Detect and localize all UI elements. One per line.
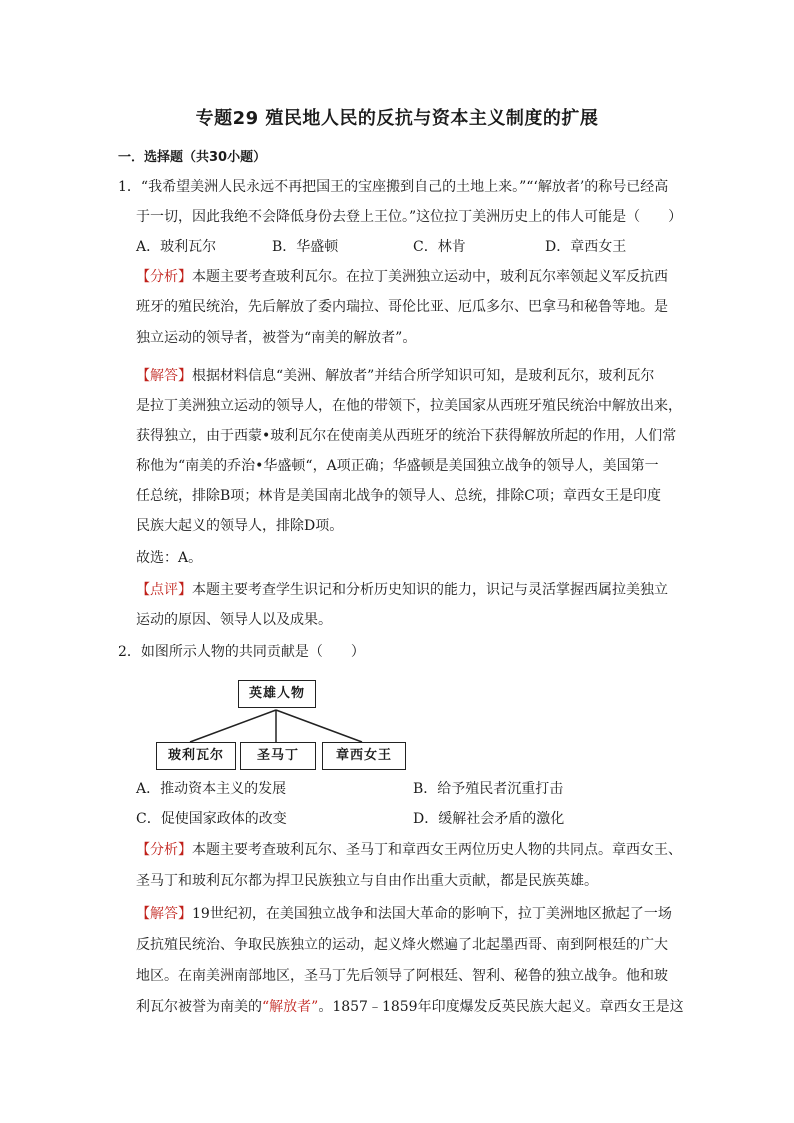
q1-stem-line-1: 1．“我希望美洲人民永远不再把国王的宝座搬到自己的土地上来。”“‘解放者’的称号已经高 bbox=[118, 179, 669, 195]
q1-option-c: C．林肯 bbox=[413, 239, 466, 255]
diagram-node-rani: 章西女王 bbox=[322, 742, 406, 770]
diagram-node-bolivar: 玻利瓦尔 bbox=[156, 742, 236, 770]
answer-tag: 【解答】 bbox=[136, 368, 192, 384]
answer-tag: 【解答】 bbox=[136, 906, 192, 922]
page-title: 专题29 殖民地人民的反抗与资本主义制度的扩展 bbox=[195, 108, 599, 129]
diagram-node-san-martin: 圣马丁 bbox=[240, 742, 316, 770]
liberator-highlight: “解放者” bbox=[262, 999, 319, 1015]
q1-review-line-2: 运动的原因、领导人以及成果。 bbox=[136, 612, 332, 628]
q1-option-d: D．章西女王 bbox=[545, 239, 627, 255]
q2-option-d: D．缓解社会矛盾的激化 bbox=[413, 811, 565, 827]
analysis-tag: 【分析】 bbox=[136, 842, 192, 858]
q2-answer-line-4: 利瓦尔被誉为南美的“解放者”。1857﹣1859年印度爆发反英民族大起义。章西女王是这 bbox=[136, 999, 684, 1015]
section-heading: 一．选择题（共30小题） bbox=[118, 150, 267, 165]
q1-answer-line-5: 任总统，排除B项；林肯是美国南北战争的领导人、总统，排除C项；章西女王是印度 bbox=[136, 488, 661, 504]
q2-answer-line-3: 地区。在南美洲南部地区，圣马丁先后领导了阿根廷、智利、秘鲁的独立战争。他和玻 bbox=[136, 968, 668, 984]
q2-answer-line-2: 反抗殖民统治、争取民族独立的运动，起义烽火燃遍了北起墨西哥、南到阿根廷的广大 bbox=[136, 937, 668, 953]
q2-answer-line-1: 【解答】19世纪初，在美国独立战争和法国大革命的影响下，拉丁美洲地区掀起了一场 bbox=[136, 906, 672, 922]
q1-choice: 故选：A。 bbox=[136, 550, 203, 566]
q1-review-line-1: 【点评】本题主要考查学生识记和分析历史知识的能力，识记与灵活掌握西属拉美独立 bbox=[136, 582, 668, 598]
q1-answer-line-1: 【解答】根据材料信息“美洲、解放者”并结合所学知识可知，是玻利瓦尔，玻利瓦尔 bbox=[136, 368, 655, 384]
diagram-root-box: 英雄人物 bbox=[238, 680, 316, 708]
q1-answer-line-3: 获得独立，由于西蒙•玻利瓦尔在使南美从西班牙的统治下获得解放所起的作用，人们常 bbox=[136, 428, 677, 444]
q1-answer-line-6: 民族大起义的领导人，排除D项。 bbox=[136, 518, 344, 534]
q2-stem: 2．如图所示人物的共同贡献是（ ） bbox=[118, 644, 365, 660]
review-tag: 【点评】 bbox=[136, 582, 192, 598]
q1-option-a: A．玻利瓦尔 bbox=[136, 239, 217, 255]
q1-answer-line-4: 称他为“南美的乔治•华盛顿“，A项正确；华盛顿是美国独立战争的领导人，美国第一 bbox=[136, 458, 659, 474]
analysis-tag: 【分析】 bbox=[136, 269, 192, 285]
q1-analysis-line-2: 班牙的殖民统治，先后解放了委内瑞拉、哥伦比亚、厄瓜多尔、巴拿马和秘鲁等地。是 bbox=[136, 299, 668, 315]
q1-option-b: B．华盛顿 bbox=[272, 239, 339, 255]
q1-answer-line-2: 是拉丁美洲独立运动的领导人，在他的带领下，拉美国家从西班牙殖民统治中解放出来， bbox=[136, 398, 682, 414]
q2-option-a: A．推动资本主义的发展 bbox=[136, 781, 287, 797]
q1-stem-line-2: 于一切，因此我绝不会降低身份去登上王位。”这位拉丁美洲历史上的伟人可能是（ ） bbox=[136, 209, 683, 225]
q1-analysis-line-3: 独立运动的领导者，被誉为“南美的解放者”。 bbox=[136, 330, 417, 346]
q2-analysis-line-1: 【分析】本题主要考查玻利瓦尔、圣马丁和章西女王两位历史人物的共同点。章西女王、 bbox=[136, 842, 682, 858]
q1-analysis-line-1: 【分析】本题主要考查玻利瓦尔。在拉丁美洲独立运动中，玻利瓦尔率领起义军反抗西 bbox=[136, 269, 668, 285]
q2-option-b: B．给予殖民者沉重打击 bbox=[413, 781, 564, 797]
q2-option-c: C．促使国家政体的改变 bbox=[136, 811, 287, 827]
q2-analysis-line-2: 圣马丁和玻利瓦尔都为捍卫民族独立与自由作出重大贡献，都是民族英雄。 bbox=[136, 873, 598, 889]
